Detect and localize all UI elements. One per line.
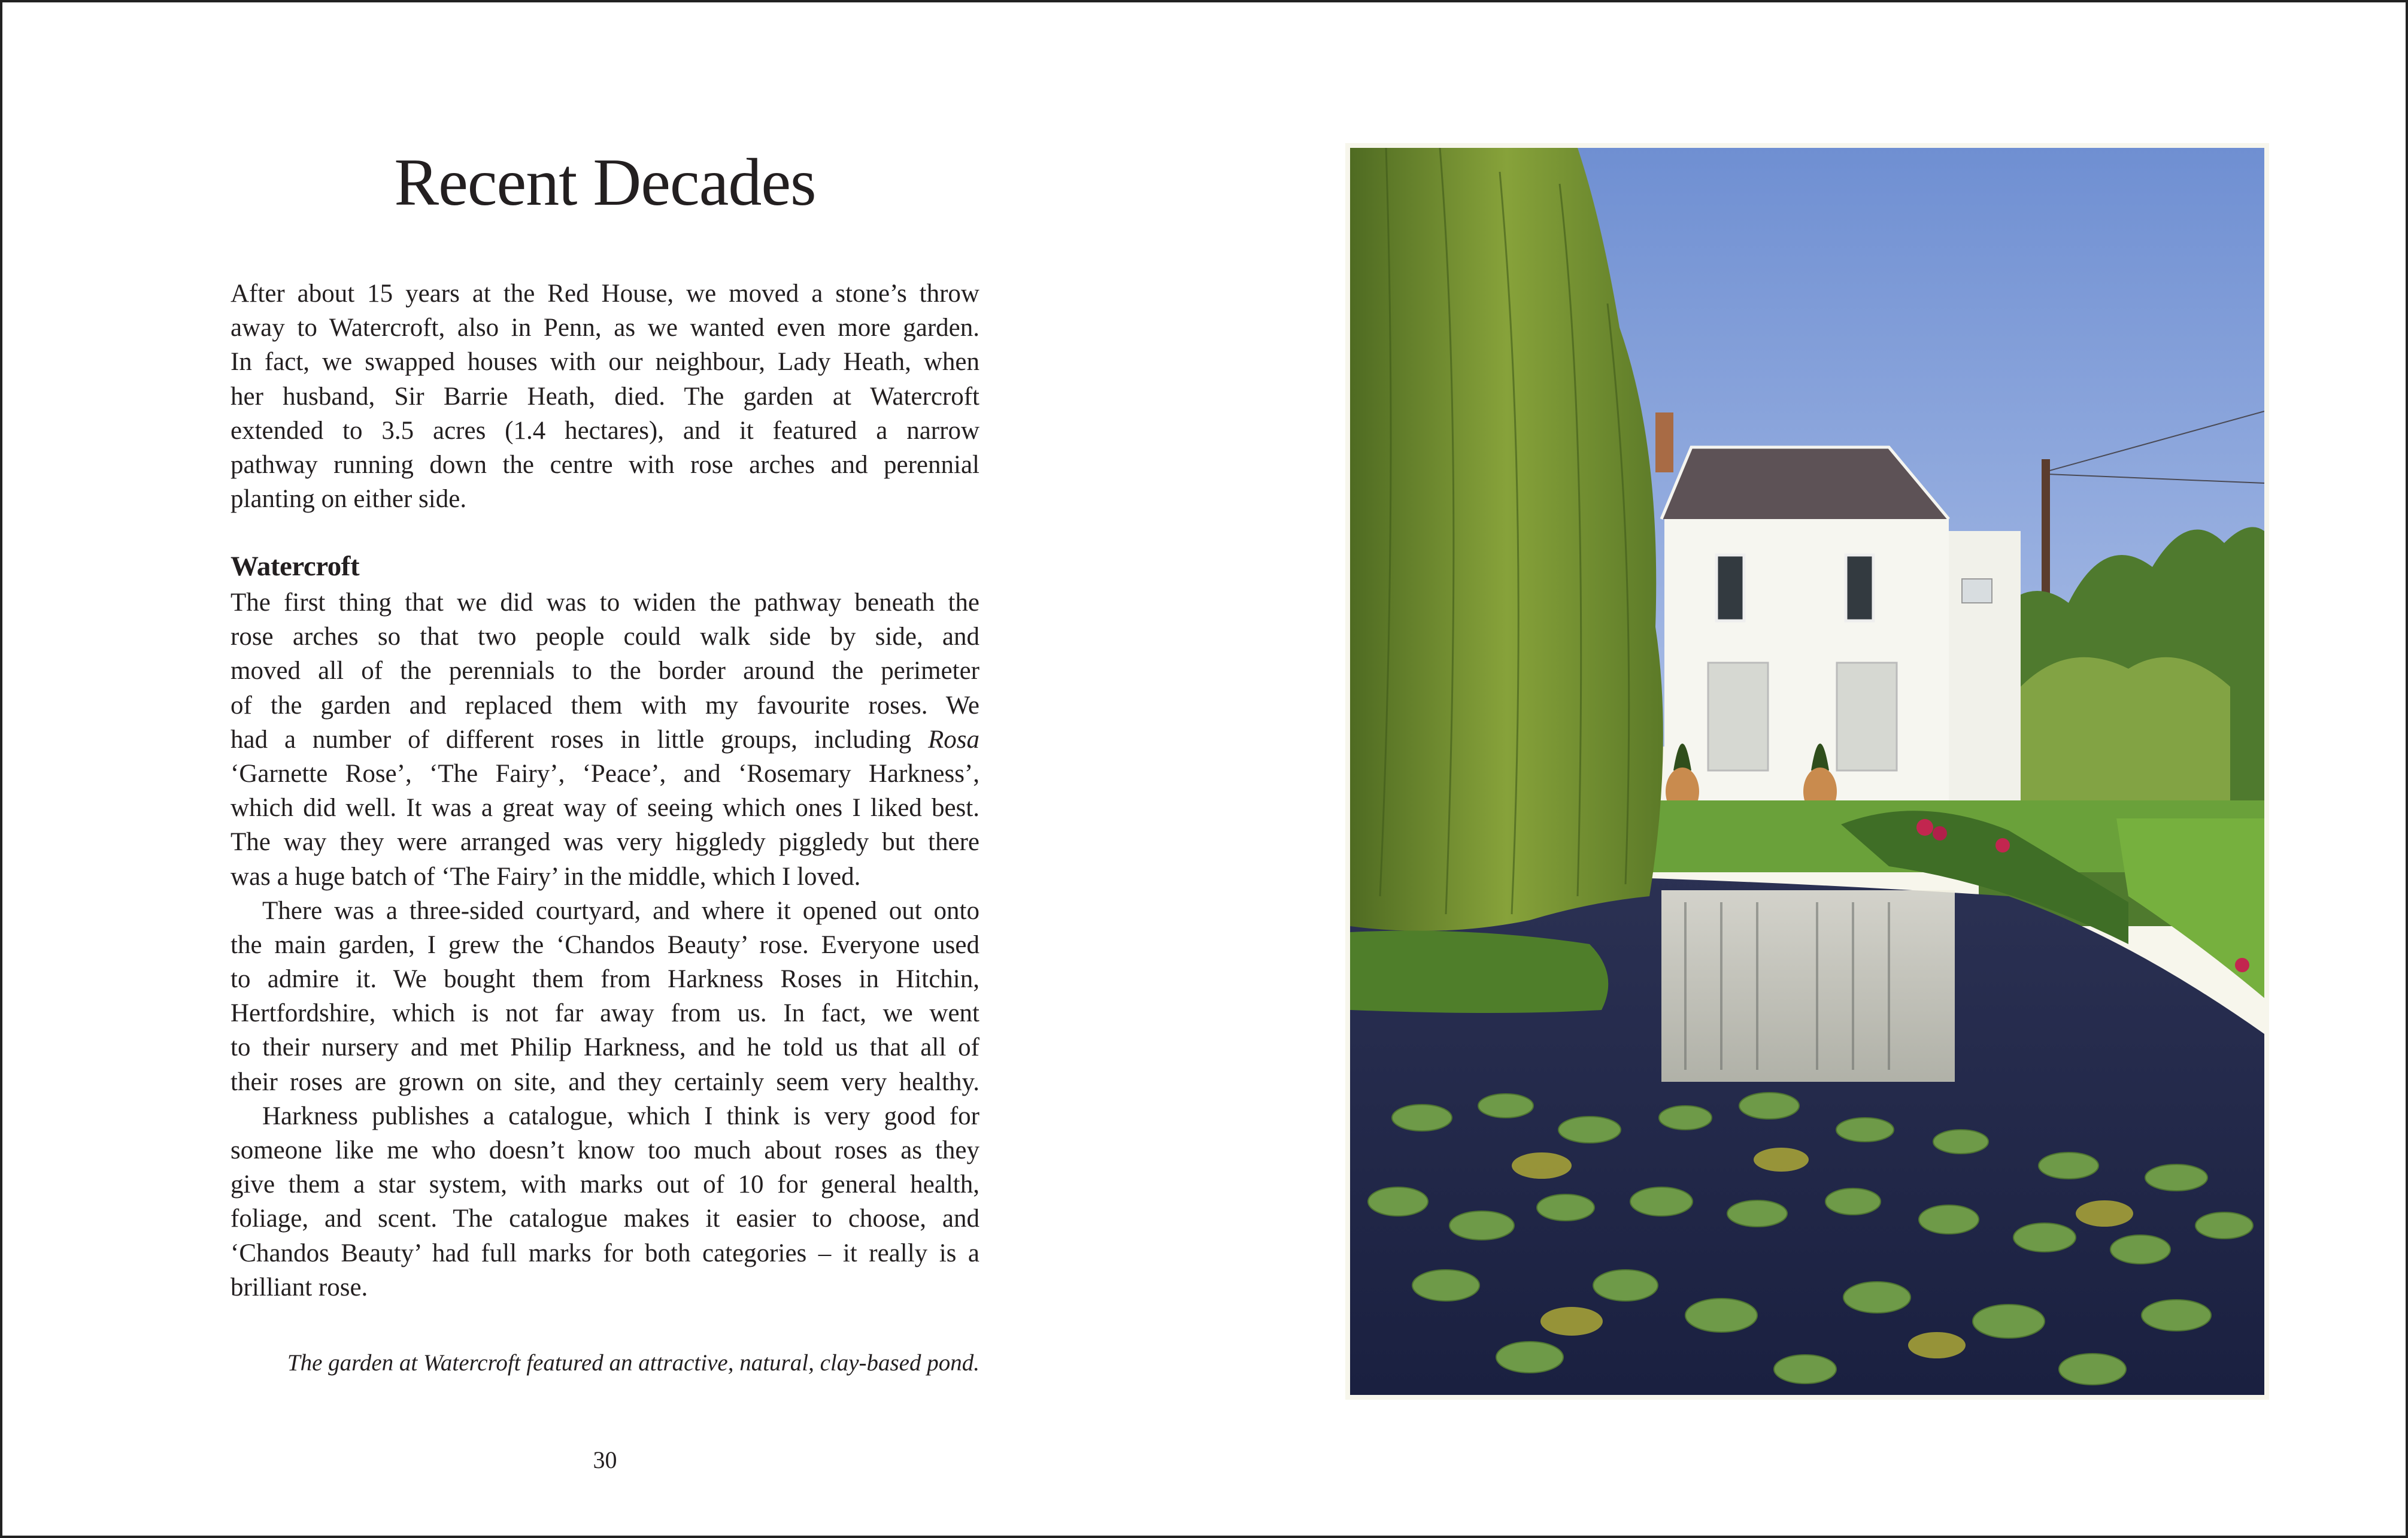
- page-title: Recent Decades: [394, 145, 816, 220]
- text-line: was a huge batch of ‘The Fairy’ in the middle, which I loved.: [231, 862, 861, 891]
- shrubs-light: [2021, 657, 2230, 806]
- text-line: give them a star system, with marks out of 10 for general health,: [231, 1170, 979, 1199]
- text-line: There was a three-sided courtyard, and where it opened out onto: [262, 896, 979, 925]
- pond-bank: [1350, 931, 1608, 1014]
- text-line: Harkness publishes a catalogue, which I think is very good for: [262, 1102, 979, 1130]
- text-line: moved all of the perennials to the border around the perimeter: [231, 657, 979, 685]
- text-line: planting on either side.: [231, 485, 467, 514]
- text-line: brilliant rose.: [231, 1273, 368, 1302]
- text-line: In fact, we swapped houses with our neighbour, Lady Heath, when: [231, 348, 979, 377]
- paragraph-1: [231, 586, 979, 894]
- house: [1664, 519, 1949, 806]
- text-line: ‘Garnette Rose’, ‘The Fairy’, ‘Peace’, and ‘Rosemary Harkness’,: [231, 759, 979, 788]
- window: [1846, 555, 1873, 621]
- text-line: Hertfordshire, which is not far away from us. In fact, we went: [231, 999, 979, 1028]
- window: [1716, 555, 1744, 621]
- text-line: of the garden and replaced them with my favourite roses. We: [231, 691, 979, 720]
- text-line: their roses are grown on site, and they certainly seem very healthy.: [231, 1067, 979, 1096]
- intro-paragraph: [231, 277, 979, 516]
- section-body: [231, 586, 979, 1305]
- italic-genus: Rosa: [928, 725, 979, 754]
- house-wing: [1949, 531, 2021, 806]
- text-line: her husband, Sir Barrie Heath, died. The garden at Watercroft: [231, 382, 979, 411]
- paragraph-2: [231, 894, 979, 1099]
- page-number: 30: [593, 1446, 617, 1473]
- text-line: ‘Chandos Beauty’ had full marks for both categories – it really is a: [231, 1239, 979, 1267]
- garden-pond-photo: [1350, 148, 2264, 1395]
- french-door: [1837, 663, 1897, 770]
- text-line: The way they were arranged was very higgledy piggledy but there: [231, 828, 979, 857]
- chimney: [1655, 412, 1673, 472]
- photo-frame: [1345, 143, 2269, 1400]
- wing-window: [1962, 579, 1992, 603]
- section-heading: Watercroft: [231, 551, 360, 582]
- text-line: pathway running down the centre with rose arches and perennial: [231, 450, 979, 479]
- text-line: rose arches so that two people could walk side by side, and: [231, 623, 979, 651]
- text-line: to admire it. We bought them from Harkness Roses in Hitchin,: [231, 965, 979, 994]
- text-line: which did well. It was a great way of seeing which ones I liked best.: [231, 794, 979, 823]
- text-line: extended to 3.5 acres (1.4 hectares), and it featured a narrow: [231, 416, 979, 445]
- text-line-with-italic: [231, 723, 979, 757]
- text-line: The first thing that we did was to widen the pathway beneath the: [231, 588, 979, 617]
- text-line: to their nursery and met Philip Harkness, and he told us that all of: [231, 1033, 979, 1062]
- figure-caption: The garden at Watercroft featured an attractive, natural, clay-based pond.: [287, 1350, 979, 1376]
- reflection: [1661, 890, 1955, 1082]
- text-line: foliage, and scent. The catalogue makes it easier to choose, and: [231, 1205, 979, 1233]
- text-line: away to Watercroft, also in Penn, as we wanted even more garden.: [231, 314, 979, 342]
- text-line: After about 15 years at the Red House, we moved a stone’s throw: [231, 280, 979, 308]
- text-segment: had a number of different roses in little groups, including: [231, 725, 912, 754]
- paragraph-3: [231, 1099, 979, 1305]
- french-door: [1708, 663, 1768, 770]
- text-line: someone like me who doesn’t know too much about roses as they: [231, 1136, 979, 1164]
- text-line: the main garden, I grew the ‘Chandos Beauty’ rose. Everyone used: [231, 930, 979, 959]
